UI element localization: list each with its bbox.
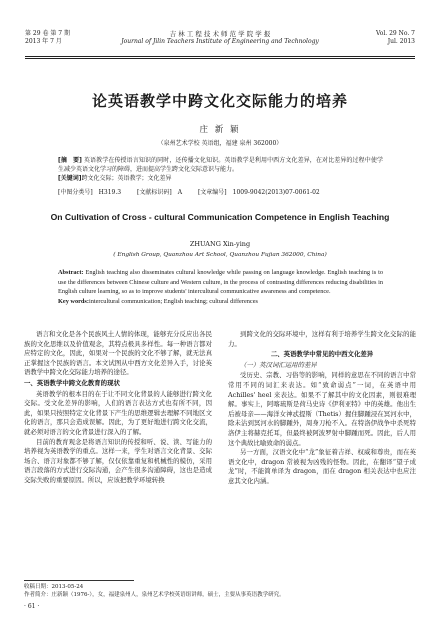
article-number: [文章编号] 1009-9042(2013)07-0061-02 xyxy=(197,189,320,196)
affiliation-en: ( English Group, Quanzhou Art School, Quanzhou Fujian 362000, China) xyxy=(113,252,327,258)
abstract-en-label: Abstract: xyxy=(58,269,84,276)
abstract-en-text: English teaching also disseminates cultural knowledge while passing on language knowledge. English teaching is to use the differences between Chinese culture and Western culture, in the process of contrasting differences reducing disabilities in English culture learning, so as to improve students' intercultural communicative awareness and competence. xyxy=(58,269,383,295)
keywords-en-label: Key words: xyxy=(58,297,89,305)
paragraph: 受历史、宗教、习俗等的影响，同样的意思在不同的语言中常常用不同的词汇来表达。如“致命弱点”一词，在英语中用 Achilles' heel 来表达。如果不了解其中的文化因素，则很难理解。事实上，阿喀琉斯是荷马史诗《伊利亚特》中的英雄。他出生后被母亲——海洋女神忒提斯（Thetis）握住脚踵浸在冥河水中，除未沾到冥河水的脚踵外，周身刀枪不入。在特洛伊战争中杀死特洛伊主将赫克托耳，但最终被阿波罗射中脚踵而死。因此，后人用这个典故比喻致命的弱点。 xyxy=(228,371,416,447)
date-en: Jul. 2013 xyxy=(387,38,415,45)
header-rule xyxy=(25,56,415,57)
section-heading: 一、英语教学中跨文化教育的现状 xyxy=(24,378,120,387)
doc-code: [文献标识码] A xyxy=(137,189,183,196)
header-rule-thin xyxy=(25,58,415,59)
footnote-rule xyxy=(24,580,134,581)
paragraph: 目前的教育观念是将语言知识的传授和听、说、读、写能力的培养视为英语教学的重点。这样一来，学生对语言文化背景、交际场合、语言对象都不够了解，仅仅依靠重复和机械性的模仿，采用语言段落的方式进行交际沟通，会产生很多沟通障碍，这也是造成交际失败的重要原因。所以，应该把教学环境转换 xyxy=(24,437,212,484)
body-column-right xyxy=(228,330,416,487)
received-date: 收稿日期：2013-05-24 xyxy=(24,584,84,590)
volume-issue-en: Vol. 29 No. 7 xyxy=(375,30,415,37)
page-number: · 61 · xyxy=(24,603,40,610)
author-cn: 庄 新 颖 xyxy=(199,125,241,135)
author-en: ZHUANG Xin-ying xyxy=(189,240,251,248)
journal-name-cn: 吉 林 工 程 技 术 师 范 学 院 学 报 xyxy=(169,30,271,38)
classification-row xyxy=(58,187,388,196)
paragraph: 英语教学的根本目的在于让不同文化背景的人能够进行跨文化交际。受文化差异的影响，人们的语言表达方式也有所不同，因此，如果只按照特定文化背景下产生的思维逻辑去理解不同地区文化的语言，那只会造成误解。因此，为了更好地进行跨文化交流，就必须对语言的文化背景进行深入的了解。 xyxy=(24,389,212,436)
affiliation-cn: （泉州艺术学校 英语组，福建 泉州 362000） xyxy=(157,140,283,147)
title-en: On Cultivation of Cross - cultural Communication Competence in English Teaching xyxy=(50,212,390,222)
header-center xyxy=(105,30,335,46)
subsection-heading: （一）英汉词汇运用的差异 xyxy=(240,360,317,369)
title-cn: 论英语教学中跨文化交际能力的培养 xyxy=(91,92,348,110)
body-column-left xyxy=(24,330,212,486)
author-bio: 作者简介：庄新颖（1976-），女，福建泉州人，泉州艺术学校英语组讲师，硕士，主要从事英语教学研究。 xyxy=(24,592,285,598)
date-cn: 2013 年 7 月 xyxy=(25,38,62,45)
abstract-cn-label: [摘 要] xyxy=(58,157,82,164)
section-heading: 二、英语教学中常见的中西文化差异 xyxy=(270,350,374,359)
paragraph: 另一方面，汉语文化中“龙”象征着吉祥、权威和尊贵，而在英语文化中，dragon 常被视为凶残的怪物。因此，在翻译“望子成龙”时，不能简单译为 dragon，而在 dragon 相关表达中也应注意其文化内涵。 xyxy=(228,448,416,485)
paragraph: 到跨文化的交际环境中，这样有利于培养学生跨文化交际的能力。 xyxy=(228,330,416,348)
journal-name-en: Journal of Jilin Teachers Institute of Engineering and Technology xyxy=(121,38,319,45)
clc-number: [中图分类号] H319.3 xyxy=(58,189,122,196)
abstract-cn-text: 英语教学在传授语言知识的同时，还传播文化知识。英语教学是利用中西方文化差异，在对比差异的过程中使学生减少英语文化学习的障碍，进而提高学生跨文化交际意识与能力。 xyxy=(58,157,383,173)
keywords-cn: 跨文化交际；英语教学；文化差异 xyxy=(81,175,172,182)
volume-issue-cn: 第 29 卷 第 7 期 xyxy=(25,30,70,37)
abstract-cn xyxy=(58,156,383,183)
journal-header xyxy=(25,30,415,54)
header-right xyxy=(376,30,415,46)
header-left xyxy=(25,30,70,46)
keywords-en: intercultural communication; English teaching; cultural differences xyxy=(88,297,258,305)
keywords-cn-label: [关键词] xyxy=(58,175,82,182)
abstract-en xyxy=(58,268,383,306)
footnote xyxy=(24,583,416,599)
paragraph: 语言和文化是各个民族风土人情的体现，能够充分反应出各民族的文化思维以及价值观念，其特点极具多样性。每一种语言都对应特定的文化，因此，如果对一个民族的文化不够了解，就无法真正掌握这个民族的语言。本文试图从中西方文化差异入手，讨论英语教学中跨文化交际能力培养的途径。 xyxy=(24,330,212,377)
